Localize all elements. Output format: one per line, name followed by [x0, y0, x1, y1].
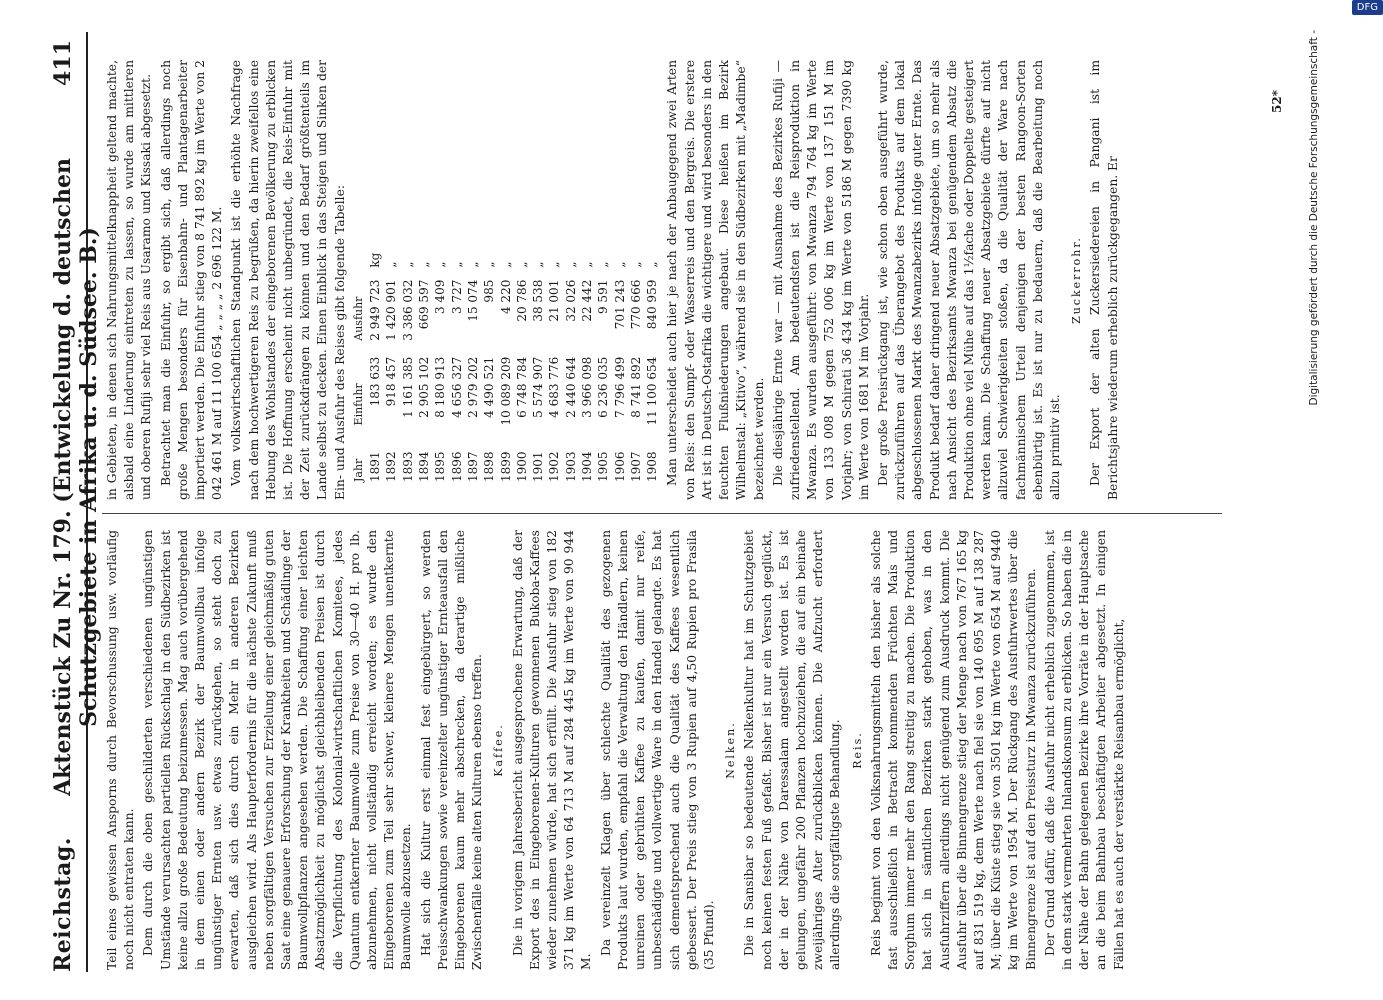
section-heading-nelken: Nelken.: [724, 721, 738, 779]
table-cell-unit: „: [400, 261, 415, 268]
table-row: [579, 245, 595, 490]
paragraph: Der Export der alten Zuckersiedereien in Pangani ist im Berichtsjahre wiederum erheblich zurückgegangen. Er: [1088, 60, 1120, 500]
table-cell-imp: 6 236 035: [596, 356, 611, 418]
paragraph: Da vereinzelt Klagen über schlechte Qualität des gezogenen Produkts laut wurden, empfahl die Verwaltung den Händlern, keinen unreinen oder gebrühten Kaffee zu kaufen, damit nur reife, unbeschädigte und vollwertige Ware in den Handel gelangte. Es hat sich dementsprechend auch die Qualität des Kaffees wesentlich gebessert. Der Preis stieg von 3 Rupien auf 4,50 Rupien pro Frasila (35 Pfund).: [598, 530, 716, 970]
signature-mark: 52*: [1270, 90, 1284, 113]
table-cell-year: 1908: [645, 451, 660, 482]
table-cell-exp: 3 727: [449, 279, 464, 315]
table-cell-exp: 840 959: [645, 279, 660, 330]
table-cell-year: 1897: [465, 451, 480, 482]
table-cell-unit: „: [531, 261, 546, 268]
table-cell-year: 1895: [433, 451, 448, 482]
paragraph: Die in vorigem Jahresbericht ausgesprochene Erwartung, daß der Export des in Eingeborenen-Kulturen gewonnenen Bukoba-Kaffees wieder zunehmen würde, hat sich erfüllt. Die Ausfuhr stieg von 182 371 kg im Werte von 64 713 M auf 284 445 kg im Werte von 90 944 M.: [510, 530, 594, 970]
table-cell-imp: 10 089 209: [498, 356, 513, 426]
paragraph: Hat sich die Kultur erst einmal fest eingebürgert, so werden Preisschwankungen sowie vereinzelter ungünstiger Ernteausfall den Eingeborenen kaum mehr abschrecken, da derartige mißliche Zwischenfälle keine alten Kulturen ebenso treffen.: [418, 530, 485, 970]
table-cell-exp: 3 409: [433, 279, 448, 315]
table-cell-imp: 918 457: [384, 356, 399, 407]
table-cell-year: 1892: [384, 451, 399, 482]
table-cell-unit: kg: [368, 252, 383, 268]
paragraph: Die diesjährige Ernte war — mit Ausnahme des Bezirkes Rufiji — zufriedenstellend. Am bedeutendsten ist die Reisproduktion in Mwanza. Es wurden ausgeführt: von Mwanza 794 764 kg im Werte von 133 008 M gegen 752 006 kg im Werte von 137 151 M im Vorjahr; von Schirati 36 434 kg im Werte von 5186 M gegen 7390 kg im Werte von 1681 M im Vorjahr.: [770, 60, 871, 500]
table-row: [416, 245, 432, 490]
table-cell-unit: „: [645, 261, 660, 268]
table-cell-exp: 985: [482, 279, 497, 303]
table-cell-unit: „: [433, 261, 448, 268]
table-cell-imp: 4 490 521: [482, 356, 497, 418]
table-cell-imp: 183 633: [368, 356, 383, 407]
table-cell-unit: „: [563, 261, 578, 268]
table-row: [449, 245, 465, 490]
column-header-export: Ausfuhr: [351, 296, 365, 341]
table-cell-unit: „: [628, 261, 643, 268]
table-cell-exp: 701 243: [612, 279, 627, 330]
column-header-import: Einfuhr: [351, 383, 365, 426]
table-cell-unit: „: [596, 261, 611, 268]
table-cell-imp: 4 656 327: [449, 356, 464, 418]
table-cell-year: 1899: [498, 451, 513, 482]
paragraph: Die in Sansibar so bedeutende Nelkenkultur hat im Schutzgebiet noch keinen festen Fuß gefaßt. Bisher ist nur ein Versuch geglückt, der in der Nähe von Daressalam angestellt worden ist. Es ist gelungen, ungefähr 200 Pflanzen hochzuziehen, die auf ein beinahe zweijähriges Alter zurückblicken können. Die Aufzucht erfordert allerdings die sorgfältigste Behandlung.: [742, 530, 843, 970]
table-cell-unit: „: [482, 261, 497, 268]
digitization-text: Digitalisierung gefördert durch die Deutsche Forschungsgemeinschaft -: [1308, 30, 1320, 406]
table-cell-year: 1901: [531, 451, 546, 482]
table-cell-exp: 9 591: [596, 279, 611, 315]
table-cell-year: 1900: [514, 451, 529, 482]
table-row: [465, 245, 481, 490]
table-cell-year: 1896: [449, 451, 464, 482]
table-cell-imp: 8 741 892: [628, 356, 643, 418]
paragraph: Betrachtet man die Einfuhr, so ergibt sich, daß allerdings noch große Mengen besonders für Eisenbahn- und Plantagenarbeiter importiert werden. Die Einfuhr stieg von 8 741 892 kg im Werte von 2 042 461 M auf 11 100 654 „ „ „ „ 2 696 122 M.: [158, 60, 225, 500]
table-row: [628, 245, 644, 490]
table-cell-exp: 32 026: [563, 279, 578, 322]
table-cell-imp: 6 748 784: [514, 356, 529, 418]
table-cell-year: 1894: [417, 451, 432, 482]
paragraph: Dem durch die oben geschilderten verschiedenen ungünstigen Umstände verursachten partiellen Rückschlag in den Südbezirken ist keine allzu große Bedeutung beizumessen. Mag auch vorübergehend in dem einen oder andern Bezirk der Baumwollbau infolge ungünstiger Ernten usw. etwas zurückgehen, so steht doch zu erwarten, daß sich dies durch ein Mehr in anderen Bezirken ausgleichen wird. Als Haupterfordernis für die nächste Zukunft muß neben sorgfältigen Versuchen zur Erzielung einer gleichmäßig guten Saat eine genauere Erforschung der Krankheiten und Schädlinge der Baumwollpflanzen angesehen werden. Die Schaffung einer leichten Absatzmöglichkeit zu möglichst gleichbleibenden Preisen ist durch die Verpflichtung des Kolonial-wirtschaftlichen Komitees, jedes Quantum entkernter Baumwolle zum Preise von 30—40 H. pro lb. abzunehmen, nicht vollständig erreicht worden; es wurde den Eingeborenen zum Teil sehr schwer, kleinere Mengen unentkernte Baumwolle abzusetzen.: [141, 530, 414, 970]
table-cell-year: 1903: [563, 451, 578, 482]
table-cell-exp: 21 001: [547, 279, 562, 322]
section-heading-kaffee: Kaffee.: [492, 723, 506, 777]
left-column: [104, 530, 1130, 970]
table-row: [644, 245, 660, 490]
table-row: [481, 245, 497, 490]
table-cell-imp: 2 979 202: [465, 356, 480, 418]
table-row: [498, 245, 514, 490]
table-cell-unit: „: [547, 261, 562, 268]
table-row: [367, 245, 383, 490]
paragraph: Der Grund dafür, daß die Ausfuhr nicht erheblich zugenommen, ist in dem stark vermehrten Inlandskonsum zu erblicken. So haben die in der Nähe der Bahn gelegenen Bezirke ihre Vorräte in der Hauptsache an die beim Bahnbau beschäftigten Arbeiter abgesetzt. In einigen Fällen hat es auch der verstärkte Reisanbau ermöglicht,: [1042, 530, 1126, 970]
table-cell-imp: 2 905 102: [417, 356, 432, 418]
table-cell-unit: „: [612, 261, 627, 268]
table-cell-imp: 4 683 776: [547, 356, 562, 418]
table-cell-year: 1898: [482, 451, 497, 482]
table-cell-year: 1904: [580, 451, 594, 482]
table-cell-unit: „: [449, 261, 464, 268]
table-cell-year: 1905: [596, 451, 611, 482]
table-cell-unit: „: [384, 261, 399, 268]
rice-import-export-table: [351, 245, 661, 490]
table-cell-exp: 38 538: [531, 279, 546, 322]
section-heading-zuckerrohr: Zuckerrohr.: [1070, 236, 1084, 324]
table-cell-unit: „: [417, 261, 432, 268]
paragraph: in Gebieten, in denen sich Nahrungsmittelknappheit geltend machte, alsbald eine Linderung eintreten zu lassen, so wurde am mittleren und oberen Rufiji sehr viel Reis aus Usaramo und Kissaki abgesetzt.: [105, 60, 154, 500]
header-reichstag: Reichstag.: [50, 837, 76, 972]
table-cell-exp: 669 597: [417, 279, 432, 330]
section-heading-reis: Reis.: [850, 731, 864, 769]
table-cell-year: 1902: [547, 451, 562, 482]
table-header-row: [351, 245, 367, 490]
page-number: 411: [50, 40, 76, 86]
table-row: [383, 245, 399, 490]
dfg-logo: DFG: [1352, 0, 1383, 15]
header-title: Aktenstück Zu Nr. 179. (Entwickelung d. deutschen Schutzgebiete in Afrika u. d. Südsee. B.): [50, 158, 102, 796]
table-row: [563, 245, 579, 490]
paragraph: Reis beginnt von den Volksnahrungsmitteln den bisher als solche fast ausschließlich in Betracht kommenden Früchten Mais und Sorghum immer mehr den Rang streitig zu machen. Die Produktion hat sich in sämtlichen Bezirken stark gehoben, was in den Ausfuhrziffern allerdings nicht genügend zum Ausdruck kommt. Die Ausfuhr über die Binnengrenze stieg der Menge nach von 767 165 kg auf 831 519 kg, dem Werte nach fiel sie von 140 695 M auf 138 287 M; über die Küste stieg sie von 3501 kg im Werte von 654 M auf 9440 kg im Werte von 1954 M. Der Rückgang des Ausfuhrwertes über die Binnengrenze ist auf den Preissturz in Mwanza zurückzuführen.: [868, 530, 1038, 970]
table-cell-imp: 1 161 385: [400, 356, 415, 418]
table-row: [530, 245, 546, 490]
column-divider: [102, 513, 1222, 514]
table-cell-imp: 8 180 913: [433, 356, 448, 418]
table-cell-year: 1907: [628, 451, 643, 482]
table-cell-exp: 770 666: [628, 279, 643, 330]
paragraph: Man unterscheidet auch hier je nach der Anbaugegend zwei Arten von Reis: den Sumpf- oder Wasserreis und den Bergreis. Die erstere Art ist in Deutsch-Ostafrika die wichtigere und wird besonders in den feuchten Flußniederungen angebaut. Diese heißen im Bezirk Wilhelmstal: „Kitivo“, während sie in den Südbezirken mit „Madimbe“ bezeichnet werden.: [665, 60, 766, 500]
table-cell-imp: 11 100 654: [645, 356, 660, 426]
table-cell-unit: „: [465, 261, 480, 268]
table-cell-exp: 3 386 032: [400, 279, 415, 341]
table-cell-exp: 2 949 723: [368, 279, 383, 341]
table-row: [514, 245, 530, 490]
table-row: [612, 245, 628, 490]
table-cell-year: 1906: [612, 451, 627, 482]
table-cell-imp: 7 796 499: [612, 356, 627, 418]
paragraph: Vom volkswirtschaftlichen Standpunkt ist die erhöhte Nachfrage nach dem hochwertigeren Reis zu begrüßen, da hierin zweifellos eine Hebung des Wohlstandes der eingeborenen Bevölkerung zu erblicken ist. Die Hoffnung erscheint nicht unbegründet, die Reis-Einfuhr mit der Zeit zurückdrängen zu können und den Bedarf größtenteils im Lande selbst zu decken. Einen Einblick in das Steigen und Sinken der Ein- und Ausfuhr des Reises gibt folgende Tabelle:: [229, 60, 347, 500]
table-cell-imp: 2 440 644: [563, 356, 578, 418]
table-row: [546, 245, 562, 490]
table-cell-imp: 5 574 907: [531, 356, 546, 418]
table-cell-imp: 3 966 098: [580, 356, 594, 418]
table-cell-unit: „: [498, 261, 513, 268]
table-cell-exp: 20 786: [514, 279, 529, 322]
table-cell-unit: „: [580, 261, 594, 268]
table-cell-exp: 22 442: [580, 279, 594, 322]
table-cell-exp: 15 074: [465, 279, 480, 322]
paragraph: Teil eines gewissen Ansporns durch Bevorschussung usw. vorläufig noch nicht entraten kann.: [105, 530, 137, 970]
table-cell-unit: „: [514, 261, 529, 268]
page-header: [46, 32, 102, 972]
column-header-year: Jahr: [351, 458, 365, 482]
table-cell-year: 1891: [368, 451, 383, 482]
table-row: [400, 245, 416, 490]
digitization-note: [1308, 30, 1320, 406]
right-column: [104, 60, 1124, 500]
paragraph: Der große Preisrückgang ist, wie schon oben ausgeführt wurde, zurückzuführen auf das Überangebot des Produkts auf dem lokal abgeschlossenen Markt des Mwanzabezirks infolge guter Ernte. Das Produkt bedarf daher dringend neuer Absatzgebiete, um so mehr als nach Ansicht des Bezirksamts Mwanza bei genügendem Absatz die Produktion ohne viel Mühe auf das 1½fache oder Doppelte gesteigert werden kann. Die Schaffung neuer Absatzgebiete dürfte auf nicht allzuviel Schwierigkeiten stoßen, da die Qualität der Ware nach fachmännischem Urteil denjenigen der besten Rangoon-Sorten ebenbürtig ist. Es ist nur zu bedauern, daß die Bearbeitung noch allzu primitiv ist.: [875, 60, 1062, 500]
table-row: [595, 245, 611, 490]
table-row: [432, 245, 448, 490]
table-cell-exp: 4 220: [498, 279, 513, 315]
table-cell-year: 1893: [400, 451, 415, 482]
table-cell-exp: 1 420 901: [384, 279, 399, 341]
